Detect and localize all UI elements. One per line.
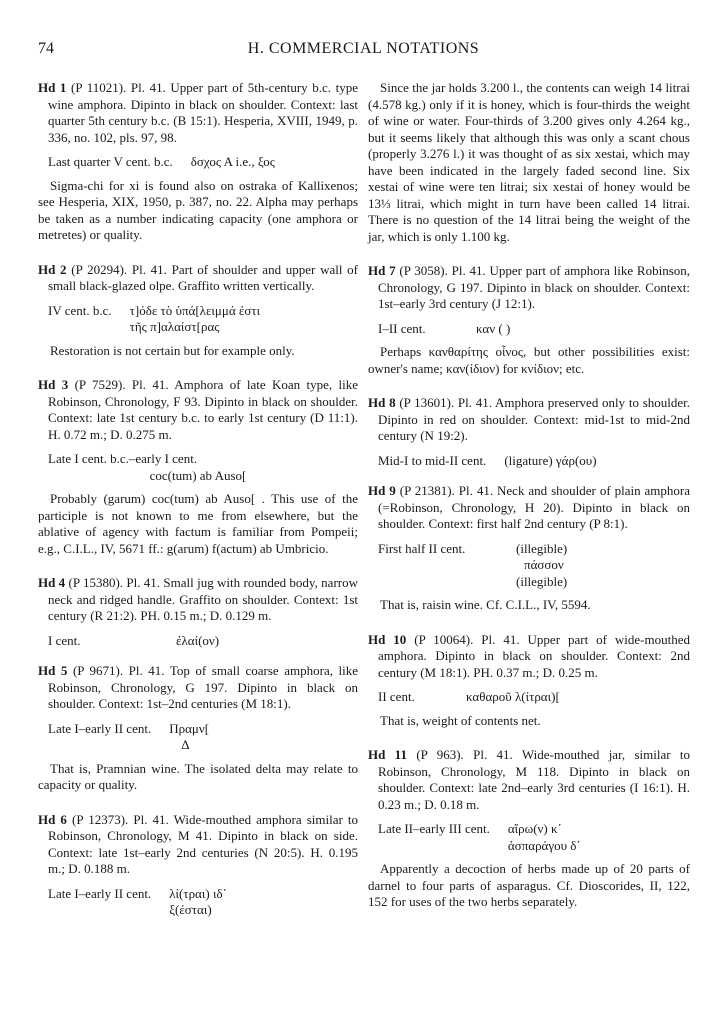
entry-date: Last quarter V cent. b.c. [48,154,173,169]
entry-comment: Since the jar holds 3.200 l., the contents can weigh 14 litrai (4.578 kg.) only if it is honey, which is four-thirds the weight of wine or water. Four-thirds of 3.200 gives only 4.264 kg., but it seems likely that although this was only a scant chous (properly 3.276 l.) it was thought of as six xestai, which may have been indicated in the largely faded second line. Six xestai of wine were ten litrai; six xestai of honey would be 13⅓ litrai, which might in turn have been called 14 litrai. There is no question of the 14 litrai being the weight of the jar, which is only 1.100 kg. [368,80,690,244]
entry-id: Hd 2 [38,261,67,277]
entry-hd5 [38,663,358,794]
entry-comment: Restoration is not certain but for example only. [50,342,295,358]
running-title: H. COMMERCIAL NOTATIONS [247,40,480,57]
entry-date: I cent. [48,632,81,648]
entry-comment: Apparently a decoction of herbs made up of 20 parts of darnel to four parts of asparagus. Cf. Dioscorides, II, 122, 152 for uses of the two herbs separately. [368,861,690,909]
entry-inscription: καθαροῦ λ(ίτραι)[ [466,689,560,704]
entry-inscription-line: τῆς π]αλαίστ[ρας [129,319,220,334]
entry-inscription: coc(tum) ab Auso[ [149,467,247,483]
entry-id: Hd 5 [38,663,68,678]
entry-id: Hd 8 [368,395,396,410]
entry-id: Hd 11 [368,747,407,762]
entry-id: Hd 4 [38,575,66,590]
entry-id: Hd 6 [38,811,67,827]
entry-inscription-line: Πραμν[ [169,720,210,736]
entry-date: IV cent. b.c. [48,302,112,318]
entry-date: Mid-I to mid-II cent. [378,452,487,468]
entry-description: (P 963). Pl. 41. Wide-mouthed jar, similar to Robinson, Chronology, M 118. Dipinto in black on shoulder. Context: late 2nd–early 3rd centuries (I 16:1). H. 0.23 m.; D. 0.18 m. [378,747,691,812]
entry-comment: Probably (garum) coc(tum) ab Auso[ . This use of the participle is not known to me from elsewhere, but the ablative of agency with factum is familiar from Pompeii; e.g., C.I.L., IV, 5671 ff.: g(arum) f(actum) ab Umbricio. [38,491,358,556]
entry-inscription-line: λί(τραι) ιδ΄ [169,885,227,901]
entry-inscription-line: (illegible) [516,540,568,556]
entry-hd3 [38,377,358,557]
entry-hd9 [368,483,690,614]
entry-comment: That is, weight of contents net. [380,712,541,728]
entry-description: (P 15380). Pl. 41. Small jug with rounded body, narrow neck and ridged handle. Graffito on shoulder. Context: 1st century (R 21:2). PH. 0.15 m.; D. 0.129 m. [48,575,358,623]
entry-description: (P 21381). Pl. 41. Neck and shoulder of plain amphora (=Robinson, Chronology, H 20). Dipinto in black on shoulder. Context: first half 2nd century (P 8:1). [378,483,691,531]
entry-id: Hd 9 [368,483,396,498]
entry-hd10 [368,632,690,730]
entry-inscription-line: ξ(έσται) [169,902,212,917]
entry-description: (P 10064). Pl. 41. Upper part of wide-mouthed amphora. Dipinto in black on shoulder. Context: 2nd century (M 18:1). PH. 0.37 m.; D. 0.25 m. [378,631,691,680]
entry-inscription-line: ἀσπαράγου δ΄ [507,837,581,853]
entry-description: (P 7529). Pl. 41. Amphora of late Koan type, like Robinson, Chronology, F 93. Dipinto in black on shoulder. Context: late 1st century b.c. to early 1st century (D 11:1). H. 0.72 m.; D. 0.275 m. [48,377,359,442]
entry-hd6-continuation [368,80,690,245]
entry-date: Late I cent. b.c.–early I cent. [48,451,198,466]
entry-hd7 [368,263,690,377]
entry-description: (P 20294). Pl. 41. Part of shoulder and upper wall of small black-glazed olpe. Graffito written vertically. [48,261,359,293]
page-header [38,36,689,60]
entry-inscription-line: πάσσον [524,557,564,572]
entry-hd2 [38,262,358,360]
entry-description: (P 9671). Pl. 41. Top of small coarse amphora, like Robinson, Chronology, G 197. Dipinto in black on shoulder. Context: 1st–2nd centuries (M 18:1). [48,663,359,711]
entry-inscription: δσχος Α i.e., ξος [190,154,275,169]
entry-hd11 [368,747,690,911]
page-number: 74 [38,40,54,57]
entry-id: Hd 7 [368,263,396,278]
entry-comment: That is, Pramnian wine. The isolated delta may relate to capacity or quality. [38,760,358,792]
entry-comment: That is, raisin wine. Cf. C.I.L., IV, 5594. [380,597,591,612]
left-column [38,80,358,937]
entry-inscription-line: τ]όδε τὸ ὑπά[λειμμά ἐστι [129,302,261,318]
entry-date: I–II cent. [378,320,426,336]
entry-inscription-line: αἴρω(ν) κ΄ [507,821,562,836]
entry-id: Hd 1 [38,80,67,95]
entry-date: Late I–early II cent. [48,885,152,901]
entry-description: (P 12373). Pl. 41. Wide-mouthed amphora similar to Robinson, Chronology, M 41. Dipinto in black on side. Context: late 1st–early 2nd centuries (N 20:5). H. 0.195 m.; D. 0.188 m. [48,811,359,876]
entry-description: (P 3058). Pl. 41. Upper part of amphora like Robinson, Chronology, G 197. Dipinto in black on shoulder. Context: 1st–early 3rd century (J 12:1). [378,263,691,311]
entry-hd1 [38,80,358,244]
entry-hd8 [368,395,690,469]
entry-inscription: (ligature) γάρ(ου) [504,452,597,468]
entry-date: Late I–early II cent. [48,720,152,736]
entry-date: Late II–early III cent. [378,821,490,836]
entry-inscription: καν ( ) [476,320,511,336]
entry-description: (P 11021). Pl. 41. Upper part of 5th-century b.c. type wine amphora. Dipinto in black on shoulder. Context: last quarter 5th century b.c. (B 15:1). Hesperia, XVIII, 1949, p. 336, no. 102, pls. 97, 98. [48,80,358,145]
entry-comment: Perhaps κανθαρίτης οἶνος, but other possibilities exist: owner's name; καν(ίδιον) for κνίδιον; etc. [368,344,690,376]
right-column [368,80,690,929]
entry-inscription-line: Δ [181,737,190,752]
entry-date: II cent. [378,689,415,704]
entry-id: Hd 3 [38,377,69,392]
entry-comment: Sigma-chi for xi is found also on ostraka of Kallixenos; see Hesperia, XIX, 1950, p. 387, no. 22. Alpha may perhaps be taken as a number indicating capacity (one amphora or metretes) or quality. [38,177,358,242]
entry-hd6 [38,812,358,919]
entry-id: Hd 10 [368,631,407,647]
entry-hd4 [38,575,358,649]
entry-description: (P 13601). Pl. 41. Amphora preserved only to shoulder. Dipinto in red on shoulder. Context: mid-1st to mid-2nd century (N 19:2). [378,395,691,443]
entry-date: First half II cent. [378,540,466,556]
entry-inscription-line: (illegible) [516,573,568,589]
entry-inscription: ἐλαί(ον) [176,632,220,648]
